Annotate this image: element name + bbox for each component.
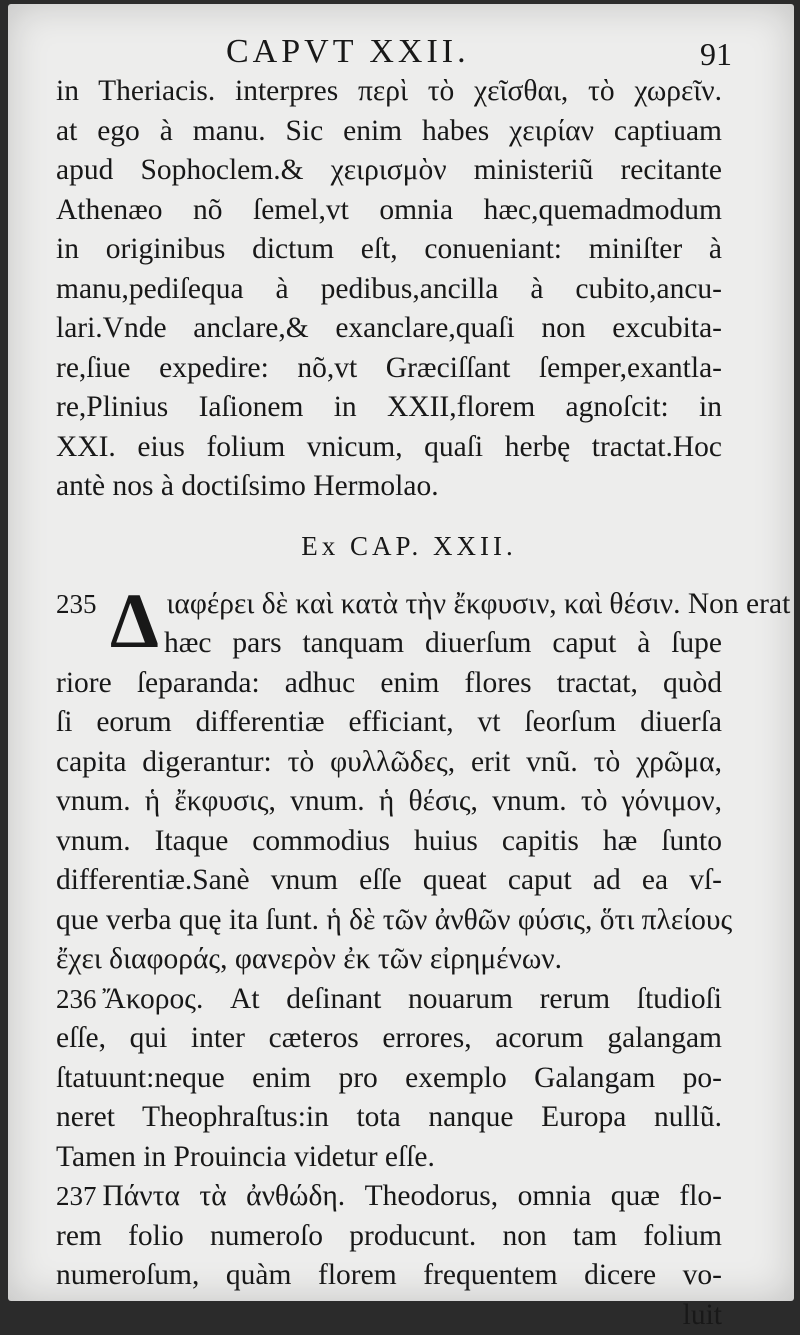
- text-line: vnum. ἡ ἔκφυσις, vnum. ἡ θέσις, vnum. τὸ γόνιμον,: [56, 782, 722, 822]
- text-line: at ego à manu. Sic enim habes χειρίαν captiuam: [56, 112, 722, 152]
- text-line: XXI. eius folium vnicum, quaſi herbę tractat.Hoc: [56, 428, 722, 468]
- text-line: ſi eorum differentiæ efficiant, vt ſeorſum diuerſa: [56, 703, 722, 743]
- paragraph-number: 236: [56, 984, 97, 1014]
- text-line: eſſe, qui inter cæteros errores, acorum galangam: [56, 1019, 722, 1059]
- paragraph-number: 235: [56, 589, 97, 619]
- text-line: manu,pediſequa à pedibus,ancilla à cubito,ancu-: [56, 270, 722, 310]
- page-number: 91: [700, 34, 732, 74]
- text-line: que verba quę ita ſunt. ἡ δὲ τῶν ἀνθῶν φύσις, ὅτι πλείους: [56, 901, 722, 941]
- paragraph-235: [56, 585, 722, 980]
- paragraph-236: [56, 980, 722, 1178]
- text-line: ſtatuunt:neque enim pro exemplo Galangam po-: [56, 1059, 722, 1099]
- text-line: Tamen in Prouincia videtur eſſe.: [56, 1138, 722, 1178]
- text-line: numeroſum, quàm florem frequentem dicere vo-: [56, 1256, 722, 1296]
- text-line: capita digerantur: τὸ φυλλῶδες, erit vnũ. τὸ χρῶμα,: [56, 743, 722, 783]
- text-line: in originibus dictum eſt, conueniant: miniſter à: [56, 230, 722, 270]
- text-line: [56, 1177, 722, 1217]
- catchword: luit: [56, 1296, 722, 1335]
- paragraph-number: 237: [56, 1181, 97, 1211]
- text-line: [56, 980, 722, 1020]
- text-line: in Theriacis. interpres περὶ τὸ χεῖσθαι, τὸ χωρεῖν.: [56, 72, 722, 112]
- text-block: [56, 72, 722, 1335]
- text-line: antè nos à doctiſsimo Hermolao.: [56, 467, 722, 507]
- text-line: riore ſeparanda: adhuc enim flores tractat, quòd: [56, 664, 722, 704]
- text-line: Athenæo nõ ſemel,vt omnia hæc,quemadmodum: [56, 191, 722, 231]
- text-line: apud Sophoclem.& χειρισμὸν ministeriũ recitante: [56, 151, 722, 191]
- book-page: [8, 4, 794, 1301]
- text-line: hæc pars tanquam diuerſum caput à ſupe: [56, 624, 722, 664]
- text-line-content: Ἄκορος. At deſinant nouarum rerum ſtudioſi: [103, 983, 723, 1015]
- drop-cap-initial: Δ: [110, 581, 160, 651]
- text-line: re,Plinius Iaſionem in XXII,florem agnoſcit: in: [56, 388, 722, 428]
- running-head: [8, 26, 794, 76]
- text-line: re,ſiue expedire: nõ,vt Græciſſant ſemper,exantla-: [56, 349, 722, 389]
- text-line: differentiæ.Sanè vnum eſſe queat caput ad ea vſ-: [56, 861, 722, 901]
- paragraph-237: [56, 1177, 722, 1335]
- text-line-content: Πάντα τὰ ἀνθώδη. Theodorus, omnia quæ flo-: [103, 1180, 723, 1212]
- text-line-content: ιαφέρει δὲ καὶ κατὰ τὴν ἔκφυσιν, καὶ θέσιν. Non erat: [167, 588, 791, 620]
- text-line: ἔχει διαφοράς, φανερὸν ἐκ τῶν εἰρημένων.: [56, 940, 722, 980]
- section-heading: Ex CAP. XXII.: [56, 507, 722, 585]
- text-line: neret Theophraſtus:in tota nanque Europa nullũ.: [56, 1098, 722, 1138]
- text-line: vnum. Itaque commodius huius capitis hæ ſunto: [56, 822, 722, 862]
- text-line: lari.Vnde anclare,& exanclare,quaſi non excubita-: [56, 309, 722, 349]
- chapter-title: CAPVT XXII.: [226, 32, 470, 72]
- text-line: rem folio numeroſo producunt. non tam folium: [56, 1217, 722, 1257]
